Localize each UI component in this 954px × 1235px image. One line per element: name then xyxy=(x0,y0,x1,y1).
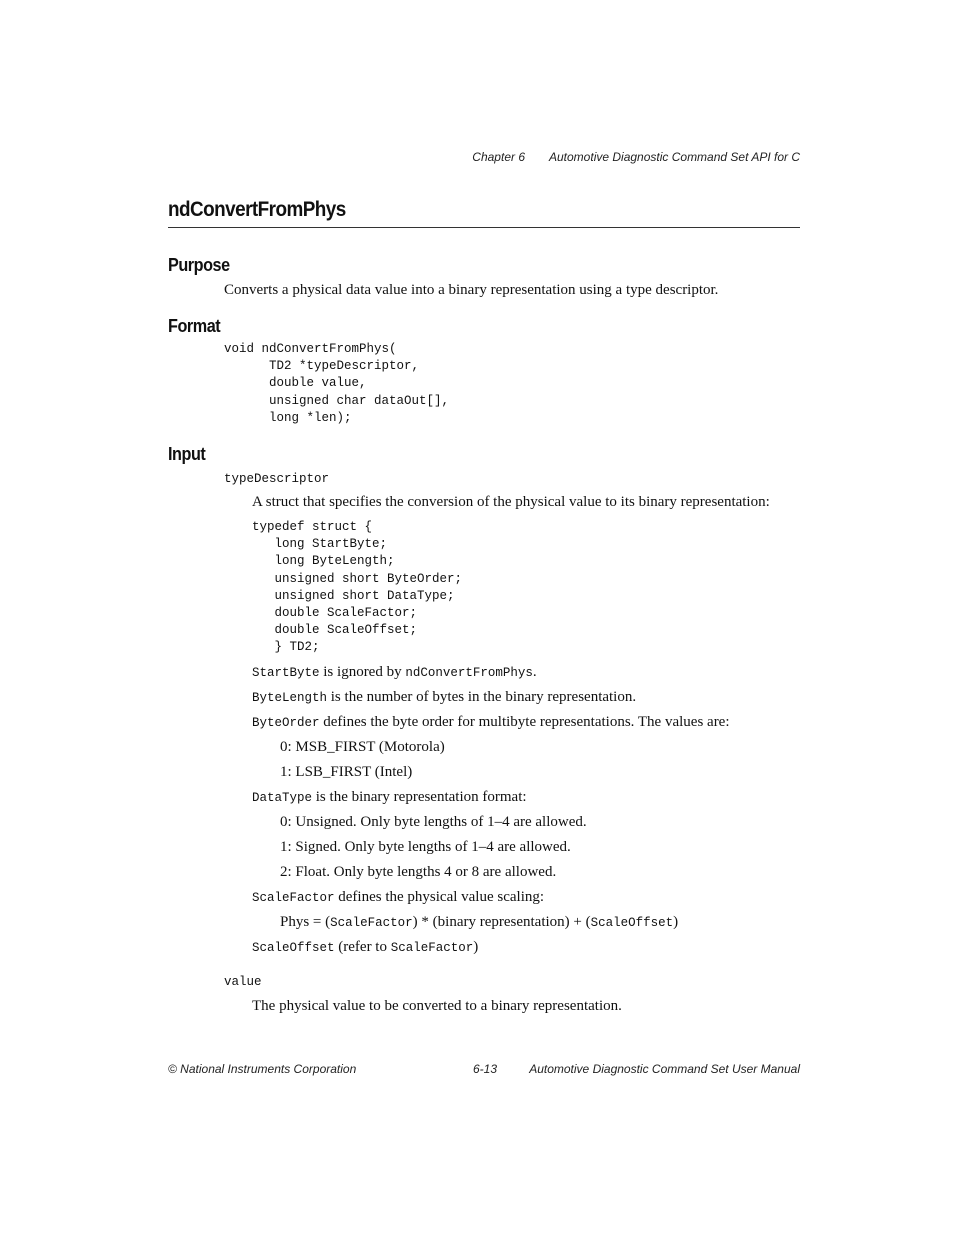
purpose-text: Converts a physical data value into a binary representation using a type descriptor. xyxy=(224,282,719,298)
scalefactor-line: ScaleFactor defines the physical value scaling: xyxy=(252,889,545,905)
value-desc: The physical value to be converted to a binary representation. xyxy=(252,998,622,1014)
typedescriptor-desc: A struct that specifies the conversion of the physical value to its binary representation: xyxy=(252,494,770,510)
td2-struct-code: typedef struct { long StartByte; long ByteLength; unsigned short ByteOrder; unsigned short DataType; double ScaleFactor; double ScaleOffset; } TD2; xyxy=(252,520,463,655)
format-heading: Format xyxy=(168,316,221,336)
page-number: 6-13 xyxy=(473,1062,498,1076)
startbyte-line: StartByte is ignored by ndConvertFromPhys. xyxy=(252,664,537,680)
footer-copyright: © National Instruments Corporation xyxy=(168,1062,357,1076)
datatype-line: DataType is the binary representation format: xyxy=(252,789,527,805)
datatype-value: 1: Signed. Only byte lengths of 1–4 are allowed. xyxy=(280,839,571,855)
footer-manual-title: Automotive Diagnostic Command Set User Manual xyxy=(529,1062,800,1076)
byteorder-line: ByteOrder defines the byte order for multibyte representations. The values are: xyxy=(252,714,730,730)
input-heading: Input xyxy=(168,444,206,464)
format-code: void ndConvertFromPhys( TD2 *typeDescriptor, double value, unsigned char dataOut[], long *len); xyxy=(224,342,450,425)
byteorder-value: 1: LSB_FIRST (Intel) xyxy=(280,764,413,780)
bytelength-line: ByteLength is the number of bytes in the binary representation. xyxy=(252,689,637,705)
scaling-formula: Phys = (ScaleFactor) * (binary representation) + (ScaleOffset) xyxy=(280,914,679,930)
param-value: value xyxy=(224,975,262,989)
datatype-value: 2: Float. Only byte lengths 4 or 8 are allowed. xyxy=(280,864,557,880)
param-typedescriptor: typeDescriptor xyxy=(224,472,330,486)
scaleoffset-line: ScaleOffset (refer to ScaleFactor) xyxy=(252,939,479,955)
header-section: Automotive Diagnostic Command Set API for C xyxy=(549,150,800,164)
datatype-value: 0: Unsigned. Only byte lengths of 1–4 are allowed. xyxy=(280,814,587,830)
purpose-heading: Purpose xyxy=(168,255,230,275)
byteorder-value: 0: MSB_FIRST (Motorola) xyxy=(280,739,445,755)
header-chapter: Chapter 6 xyxy=(472,150,525,164)
running-header xyxy=(472,150,800,164)
function-title: ndConvertFromPhys xyxy=(168,198,800,228)
